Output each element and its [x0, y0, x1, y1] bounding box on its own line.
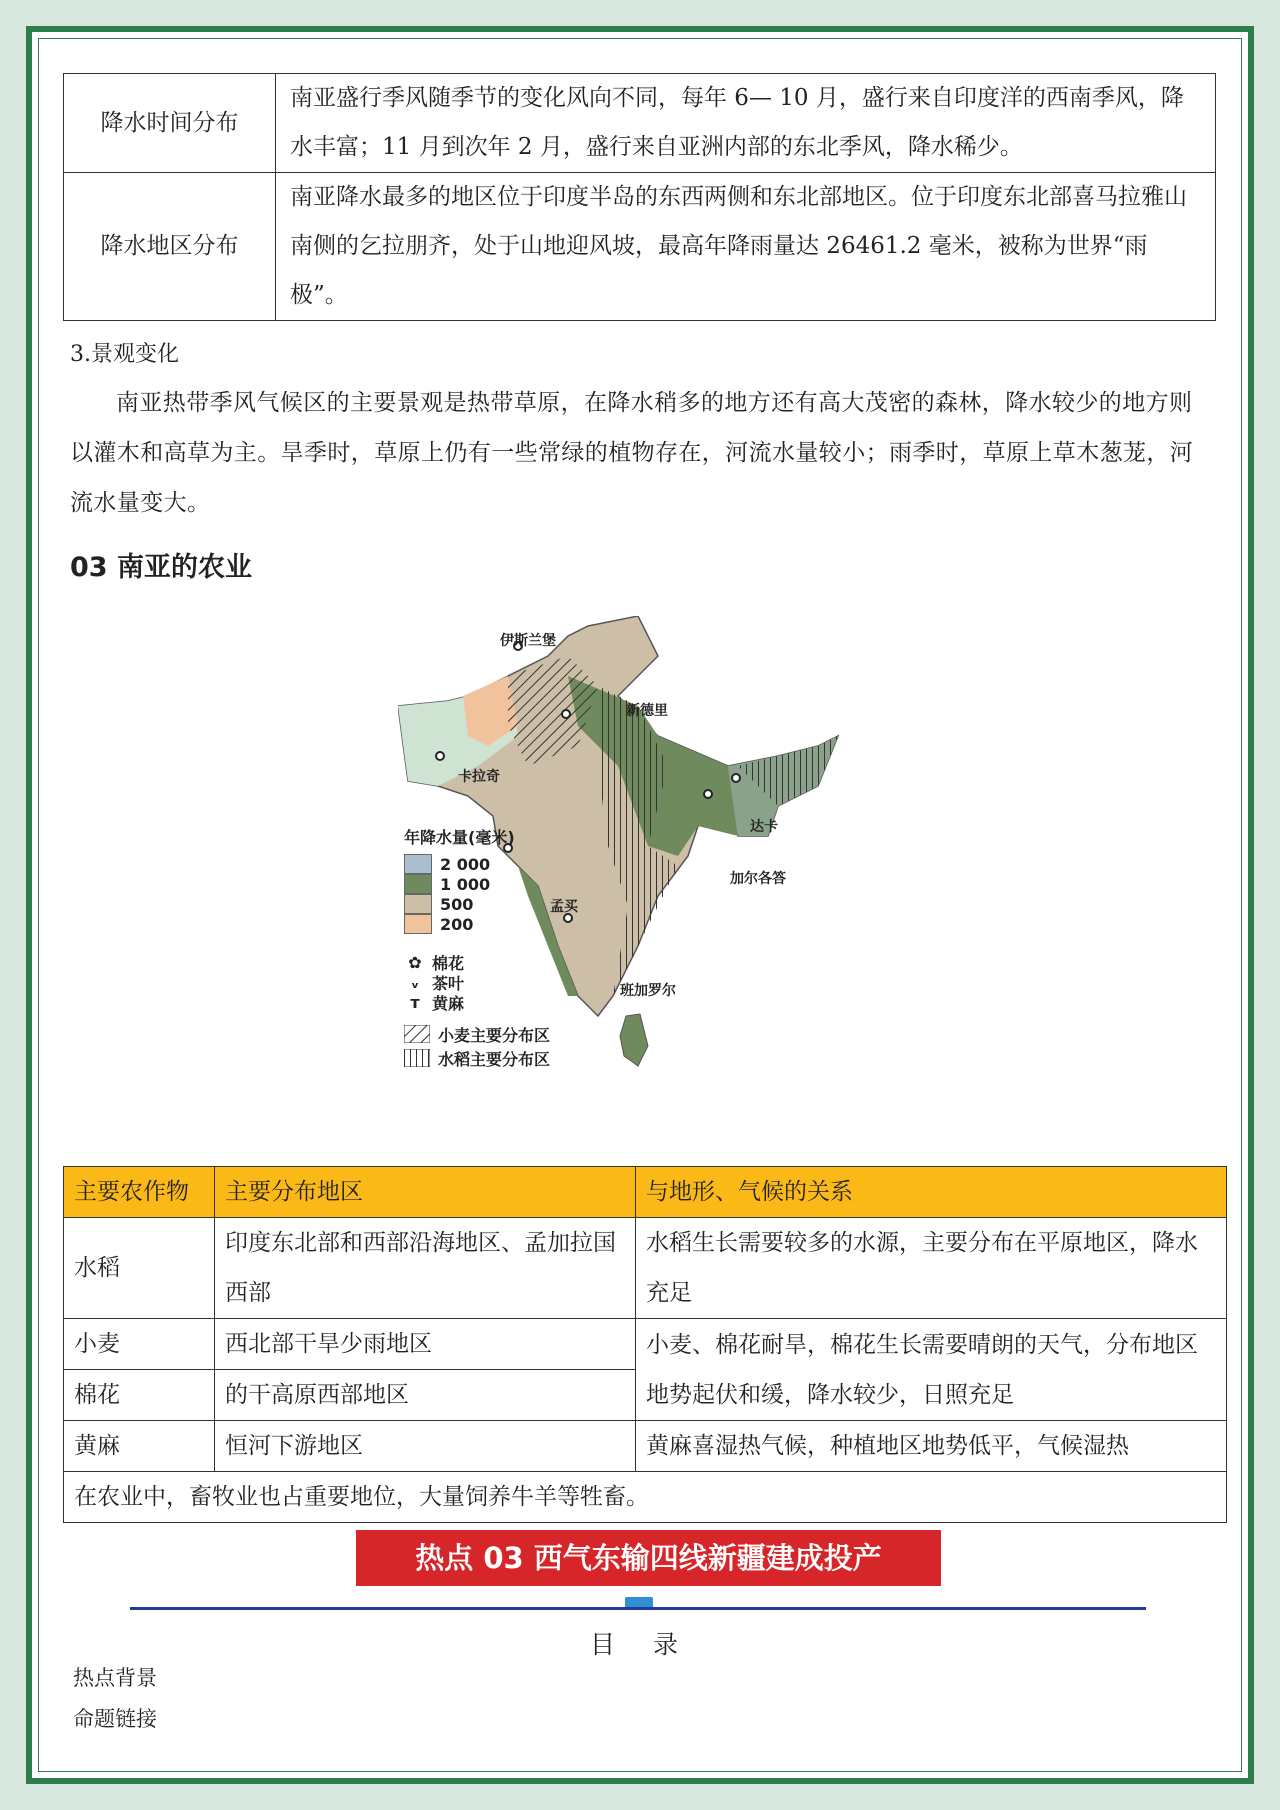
section-heading: 03 南亚的农业: [70, 552, 252, 583]
jute-icon: т: [410, 992, 420, 1012]
table-row: [64, 1421, 1227, 1472]
column-header: 主要农作物: [64, 1167, 215, 1218]
row-text: 南亚降水最多的地区位于印度半岛的东西两侧和东北部地区。位于印度东北部喜马拉雅山南侧的乞拉朋齐，处于山地迎风坡，最高年降雨量达 26461.2 毫米，被称为世界“雨极”。: [276, 173, 1216, 321]
crop-name: 黄麻: [64, 1421, 215, 1472]
section-paragraph: 南亚热带季风气候区的主要景观是热带草原，在降水稍多的地方还有高大茂密的森林，降水较少的地方则以灌木和高草为主。旱季时，草原上仍有一些常绿的植物存在，河流水量较小；雨季时，草原上草木葱茏，河流水量变大。: [70, 390, 1194, 516]
city-label-bangalore: 班加罗尔: [620, 983, 676, 999]
divider-line: [130, 1607, 1146, 1610]
legend-item: [404, 1022, 550, 1046]
crop-relation: 黄麻喜湿热气候，种植地区地势低平，气候湿热: [636, 1421, 1227, 1472]
legend-item: [404, 1046, 550, 1070]
legend-label: 茶叶: [432, 973, 465, 993]
toc-item[interactable]: 命题链接: [73, 1707, 157, 1731]
legend-label: 1 000: [440, 874, 491, 894]
legend-label: 2 000: [440, 854, 491, 874]
city-label-dhaka: 达卡: [750, 819, 778, 835]
rice-hatch-swatch: [404, 1049, 430, 1067]
row-text: 南亚盛行季风随季节的变化风向不同，每年 6— 10 月，盛行来自印度洋的西南季风，降水丰富；11 月到次年 2 月，盛行来自亚洲内部的东北季风，降水稀少。: [276, 74, 1216, 173]
legend-item: [404, 914, 550, 934]
crops-table: [63, 1166, 1227, 1523]
column-header: 与地形、气候的关系: [636, 1167, 1227, 1218]
legend-title: 年降水量(毫米): [404, 828, 515, 847]
legend-label: 200: [440, 914, 474, 934]
cotton-icon: ✿: [408, 952, 422, 972]
crop-name: 小麦: [64, 1319, 215, 1370]
table-row: [64, 1218, 1227, 1319]
crop-area: 的干高原西部地区: [215, 1370, 636, 1421]
table-row: [64, 74, 1216, 173]
legend-item: [404, 992, 550, 1012]
crop-area: 恒河下游地区: [215, 1421, 636, 1472]
legend-item: [404, 854, 550, 874]
crop-relation: 小麦、棉花耐旱，棉花生长需要晴朗的天气，分布地区地势起伏和缓，降水较少，日照充足: [636, 1319, 1227, 1421]
legend-label: 小麦主要分布区: [438, 1025, 551, 1045]
column-header: 主要分布地区: [215, 1167, 636, 1218]
crop-area: 西北部干旱少雨地区: [215, 1319, 636, 1370]
toc-item[interactable]: 热点背景: [73, 1666, 157, 1690]
table-header-row: [64, 1167, 1227, 1218]
legend-item: [404, 972, 550, 992]
crop-name: 棉花: [64, 1370, 215, 1421]
hotspot-banner: 热点 03 西气东输四线新疆建成投产: [356, 1530, 941, 1586]
table-row: [64, 1472, 1227, 1523]
crop-area: 印度东北部和西部沿海地区、孟加拉国西部: [215, 1218, 636, 1319]
table-row: [64, 1319, 1227, 1370]
table-row: [64, 173, 1216, 321]
row-label: 降水地区分布: [64, 173, 276, 321]
city-label-kolkata: 加尔各答: [730, 871, 786, 887]
divider-notch: [625, 1597, 653, 1607]
legend-item: [404, 952, 550, 972]
wheat-hatch-swatch: [404, 1025, 430, 1043]
legend-label: 500: [440, 894, 474, 914]
city-label-karachi: 卡拉奇: [458, 769, 500, 785]
legend-swatch: [404, 854, 432, 874]
legend-label: 黄麻: [432, 993, 465, 1013]
legend-swatch: [404, 894, 432, 914]
city-label-mumbai: 孟买: [550, 899, 578, 915]
row-label: 降水时间分布: [64, 74, 276, 173]
sri-lanka: [620, 1014, 648, 1066]
legend-item: [404, 874, 550, 894]
toc-title: 目录: [590, 1630, 717, 1659]
legend-item: [404, 894, 550, 914]
crop-relation: 水稻生长需要较多的水源，主要分布在平原地区，降水充足: [636, 1218, 1227, 1319]
legend-swatch: [404, 914, 432, 934]
legend-swatch: [404, 874, 432, 894]
tea-icon: ᵥ: [410, 972, 419, 992]
city-label-newdelhi: 新德里: [626, 703, 668, 719]
map-legend: [404, 825, 550, 1070]
legend-label: 水稻主要分布区: [438, 1049, 551, 1069]
precipitation-table: [63, 73, 1216, 321]
table-footer-note: 在农业中，畜牧业也占重要地位，大量饲养牛羊等牲畜。: [64, 1472, 1227, 1523]
section-title: 3.景观变化: [70, 342, 179, 367]
city-label-islamabad: 伊斯兰堡: [500, 633, 556, 649]
crop-name: 水稻: [64, 1218, 215, 1319]
legend-label: 棉花: [432, 953, 465, 973]
